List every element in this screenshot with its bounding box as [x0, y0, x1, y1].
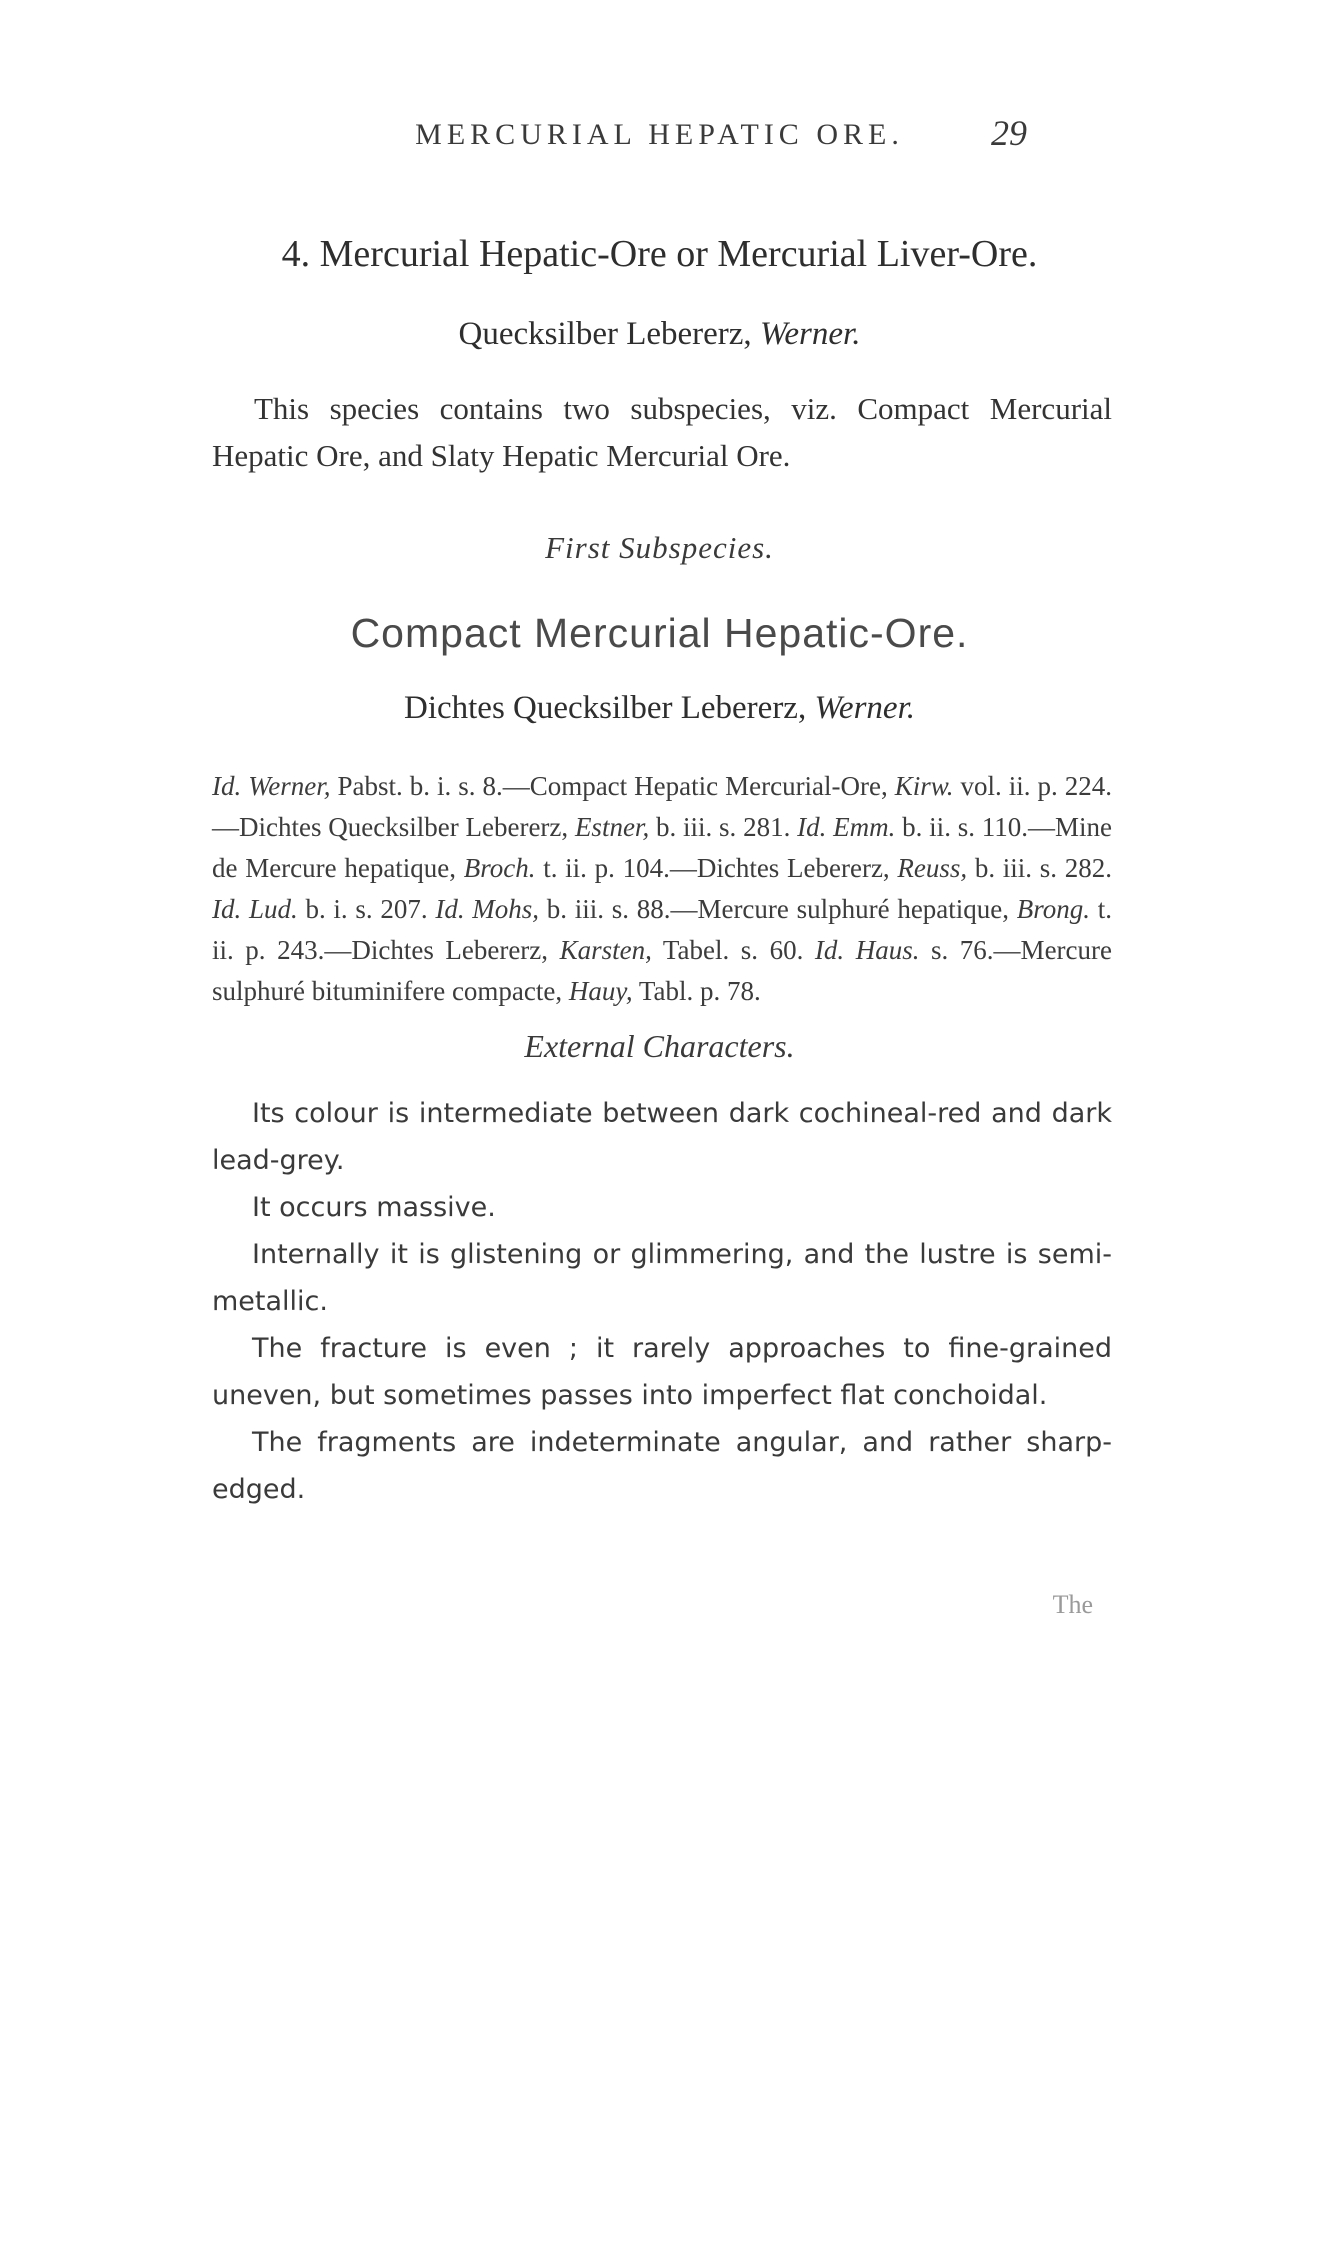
synonym-text: b. iii. s. 282. [967, 853, 1112, 883]
synonym-author: Karsten, [559, 935, 652, 965]
synonym-author: Broch. [463, 853, 536, 883]
external-characters-body [212, 1090, 1112, 1513]
synonym-author: Estner, [574, 812, 650, 842]
species-german-name [0, 316, 1319, 353]
sub-german-name-text: Dichtes Quecksilber Lebererz, [403, 690, 807, 726]
species-description: This species contains two subspecies, viz. Compact Mercurial Hepatic Ore, and Slaty Hepatic Mercurial Ore. [212, 391, 1112, 473]
synonym-text: b. i. s. 207. [297, 894, 436, 924]
synonym-text: b. iii. s. 281. [649, 812, 798, 842]
synonym-author: Kirw. [894, 771, 954, 801]
subspecies-german-name [0, 690, 1319, 727]
running-head: MERCURIAL HEPATIC ORE. [415, 118, 904, 151]
character-paragraph: It occurs massive. [252, 1192, 496, 1223]
synonym-author: Reuss, [897, 853, 968, 883]
synonym-author: Brong. [1016, 894, 1090, 924]
synonym-text: s. 76.—Mercure sulphuré bituminifere compacte, [212, 935, 1112, 1006]
page-number: 29 [991, 113, 1027, 153]
synonym-author: Id. Haus. [814, 935, 920, 965]
synonym-author: Id. Lud. [212, 894, 298, 924]
synonym-text: b. iii. s. 88.—Mercure sulphuré hepatique, [539, 894, 1017, 924]
synonym-text: b. ii. s. 110.—Mine de Mercure hepatique, [212, 812, 1112, 883]
german-author: Werner. [759, 316, 861, 352]
species-title: 4. Mercurial Hepatic-Ore or Mercurial Liver-Ore. [281, 233, 1038, 275]
synonym-author: Hauy, [568, 976, 633, 1006]
synonymy-block [212, 766, 1112, 1012]
character-paragraph: The fracture is even ; it rarely approaches to fine-grained uneven, but sometimes passes into imperfect flat conchoidal. [212, 1333, 1112, 1411]
character-paragraph: Its colour is intermediate between dark cochineal-red and dark lead-grey. [212, 1098, 1112, 1176]
synonym-text: Tabl. p. 78. [632, 976, 761, 1006]
subspecies-heading: First Subspecies. [545, 530, 774, 565]
sub-german-author: Werner. [814, 690, 915, 726]
catchword: The [1052, 1590, 1093, 1619]
synonym-text: Tabel. s. 60. [651, 935, 815, 965]
character-paragraph: Internally it is glistening or glimmering, and the lustre is semi-metallic. [212, 1239, 1112, 1317]
subspecies-title: Compact Mercurial Hepatic-Ore. [350, 610, 969, 656]
synonym-author: Id. Emm. [797, 812, 896, 842]
external-characters-heading: External Characters. [524, 1028, 795, 1064]
synonym-text: t. ii. p. 104.—Dichtes Lebererz, [535, 853, 898, 883]
synonym-text: t. ii. p. 243.—Dichtes Lebererz, [212, 894, 1112, 965]
character-paragraph: The fragments are indeterminate angular, and rather sharp-edged. [212, 1427, 1112, 1505]
synonym-text: vol. ii. p. 224.—Dichtes Quecksilber Lebererz, [212, 771, 1112, 842]
synonym-author: Id. Mohs, [435, 894, 540, 924]
synonym-author: Id. Werner, [212, 771, 331, 801]
synonym-text: Pabst. b. i. s. 8.—Compact Hepatic Mercurial-Ore, [330, 771, 895, 801]
german-name-text: Quecksilber Lebererz, [458, 316, 752, 352]
